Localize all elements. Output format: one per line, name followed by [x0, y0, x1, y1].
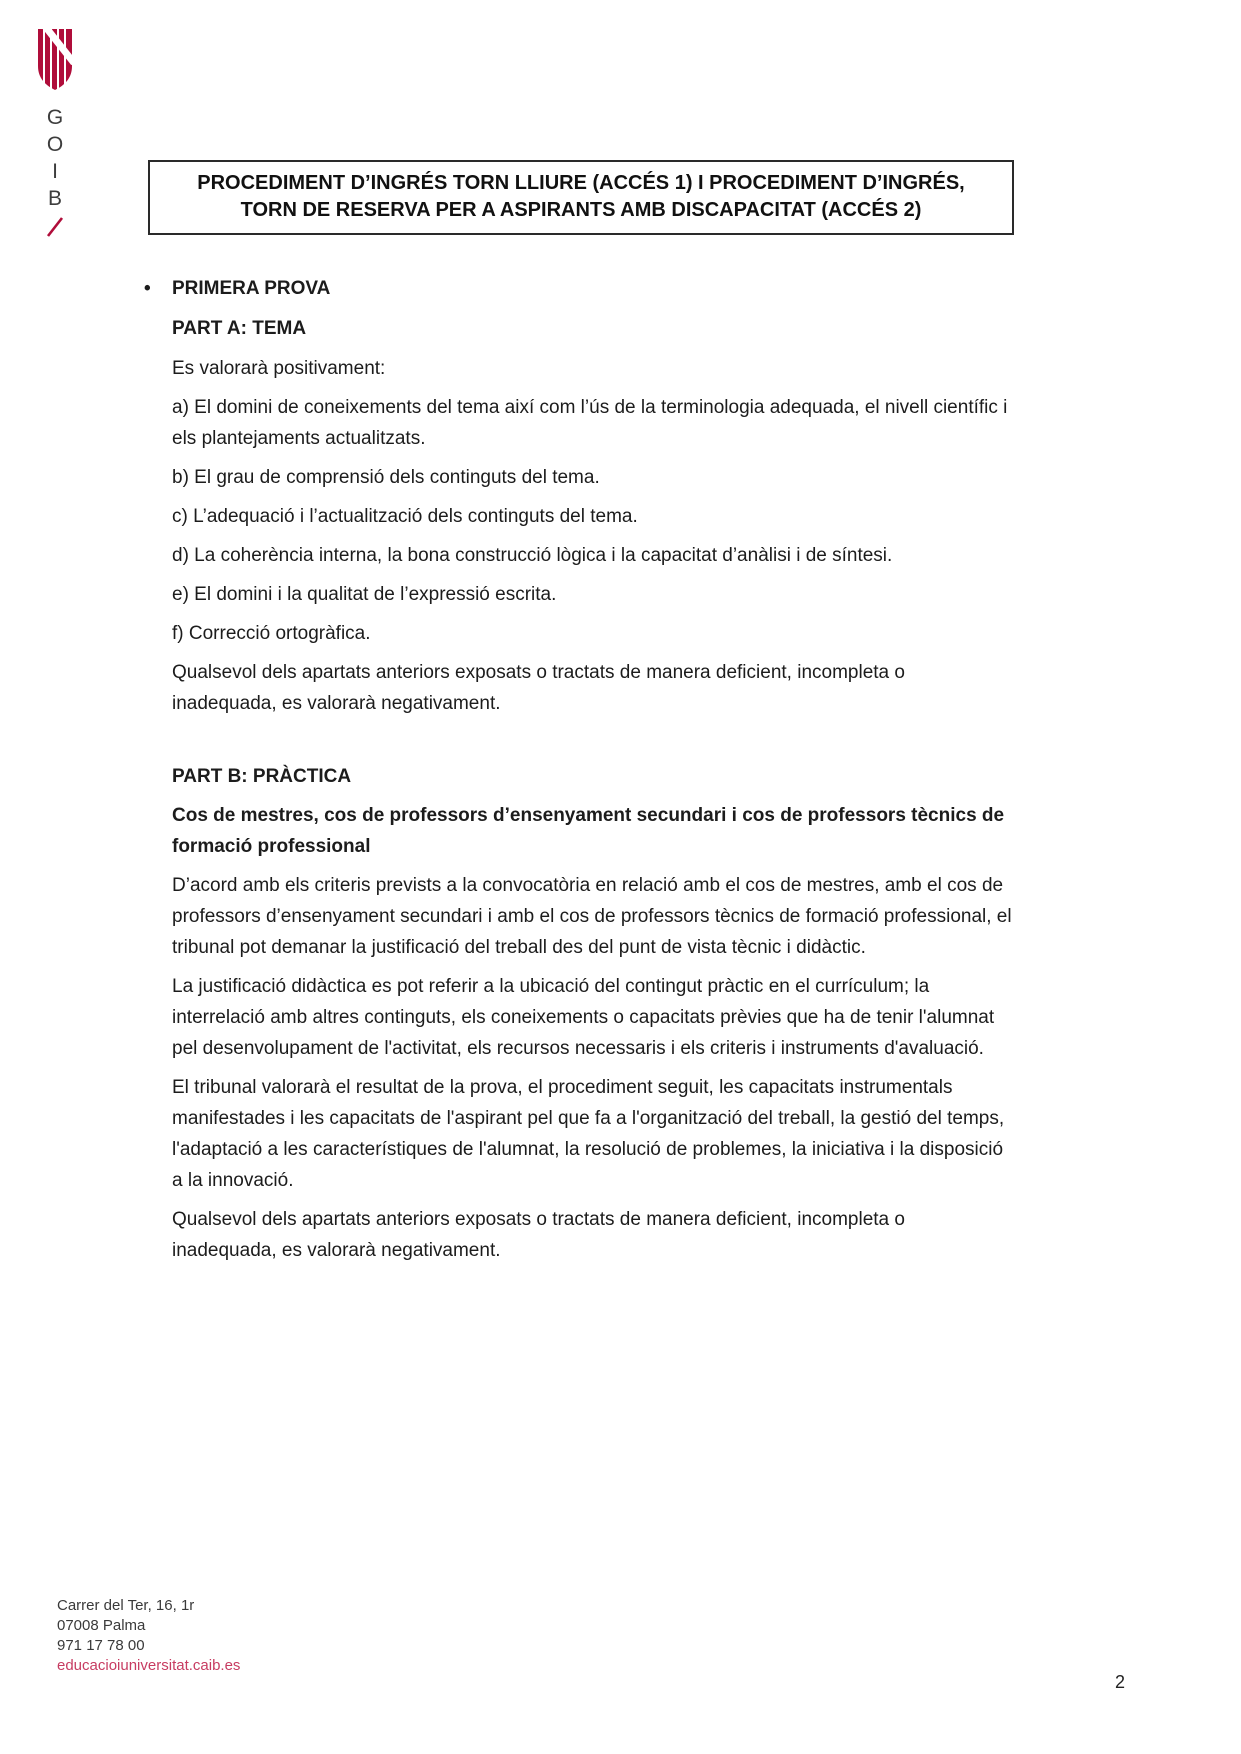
section-primera-prova: [144, 273, 1013, 304]
document-body: [144, 273, 1013, 1274]
criteria-item-f: f) Correcció ortogràfica.: [172, 623, 371, 644]
logo-slash-icon: [45, 216, 65, 238]
part-b-paragraph-4: Qualsevol dels apartats anteriors exposats o tractats de manera deficient, incompleta o inadequada, es valorarà negativament.: [172, 1209, 905, 1261]
footer-phone: 971 17 78 00: [57, 1637, 145, 1654]
logo-letter: G: [46, 106, 64, 129]
logo-letter: B: [47, 187, 62, 210]
footer-address-line2: 07008 Palma: [57, 1617, 146, 1634]
footer: [57, 1596, 240, 1676]
part-b-paragraph-3: El tribunal valorarà el resultat de la prova, el procediment seguit, les capacitats instrumentals manifestades i les capacitats de l'aspirant pel que fa a l'organització del treball, la gestió del temps, l'adaptació a les característiques de l'alumnat, la resolució de problemes, la iniciativa i la disposició a la innovació.: [172, 1077, 1005, 1191]
part-a-heading: PART A: TEMA: [172, 318, 307, 339]
logo-wordmark: [47, 104, 63, 212]
part-b-heading: PART B: PRÀCTICA: [172, 766, 352, 787]
criteria-item-b: b) El grau de comprensió dels continguts del tema.: [172, 467, 600, 488]
bullet-marker: •: [144, 278, 151, 299]
section-heading-primera-prova: PRIMERA PROVA: [172, 278, 331, 299]
part-b-paragraph-1: D’acord amb els criteris prevists a la convocatòria en relació amb el cos de mestres, amb el cos de professors d’ensenyament secundari i amb el cos de professors tècnics de formació professional, el tribunal pot demanar la justificació del treball des del punt de vista tècnic i didàctic.: [172, 875, 1012, 958]
document-title-box: [148, 160, 1014, 235]
goib-logo: [34, 28, 76, 238]
logo-letter: I: [52, 160, 58, 183]
criteria-item-c: c) L’adequació i l’actualització dels continguts del tema.: [172, 506, 638, 527]
part-a-closing: Qualsevol dels apartats anteriors exposats o tractats de manera deficient, incompleta o inadequada, es valorarà negativament.: [172, 662, 905, 714]
page-number: 2: [1114, 1672, 1125, 1692]
part-a-intro: Es valorarà positivament:: [172, 358, 386, 379]
logo-letter: O: [46, 133, 64, 156]
criteria-item-d: d) La coherència interna, la bona construcció lògica i la capacitat d’anàlisi i de síntesi.: [172, 545, 893, 566]
footer-address-line1: Carrer del Ter, 16, 1r: [57, 1597, 195, 1614]
balearic-shield-icon: [36, 28, 74, 92]
part-b-paragraph-2: La justificació didàctica es pot referir a la ubicació del contingut pràctic en el currículum; la interrelació amb altres continguts, els coneixements o capacitats prèvies que ha de tenir l'alumnat pel desenvolupament de l'activitat, els recursos necessaris i els criteris i instruments d'avaluació.: [172, 976, 995, 1059]
footer-website-link[interactable]: educacioiuniversitat.caib.es: [57, 1657, 241, 1674]
part-b-subheading: Cos de mestres, cos de professors d’ensenyament secundari i cos de professors tècnics de formació professional: [172, 805, 1005, 857]
criteria-item-e: e) El domini i la qualitat de l’expressió escrita.: [172, 584, 557, 605]
document-title-line1: PROCEDIMENT D’INGRÉS TORN LLIURE (ACCÉS 1) I PROCEDIMENT D’INGRÉS,: [197, 172, 965, 194]
section-part-b: [172, 761, 1013, 1266]
document-title-line2: TORN DE RESERVA PER A ASPIRANTS AMB DISCAPACITAT (ACCÉS 2): [240, 199, 922, 221]
criteria-item-a: a) El domini de coneixements del tema així com l’ús de la terminologia adequada, el nivell científic i els plantejaments actualitzats.: [172, 397, 1008, 449]
